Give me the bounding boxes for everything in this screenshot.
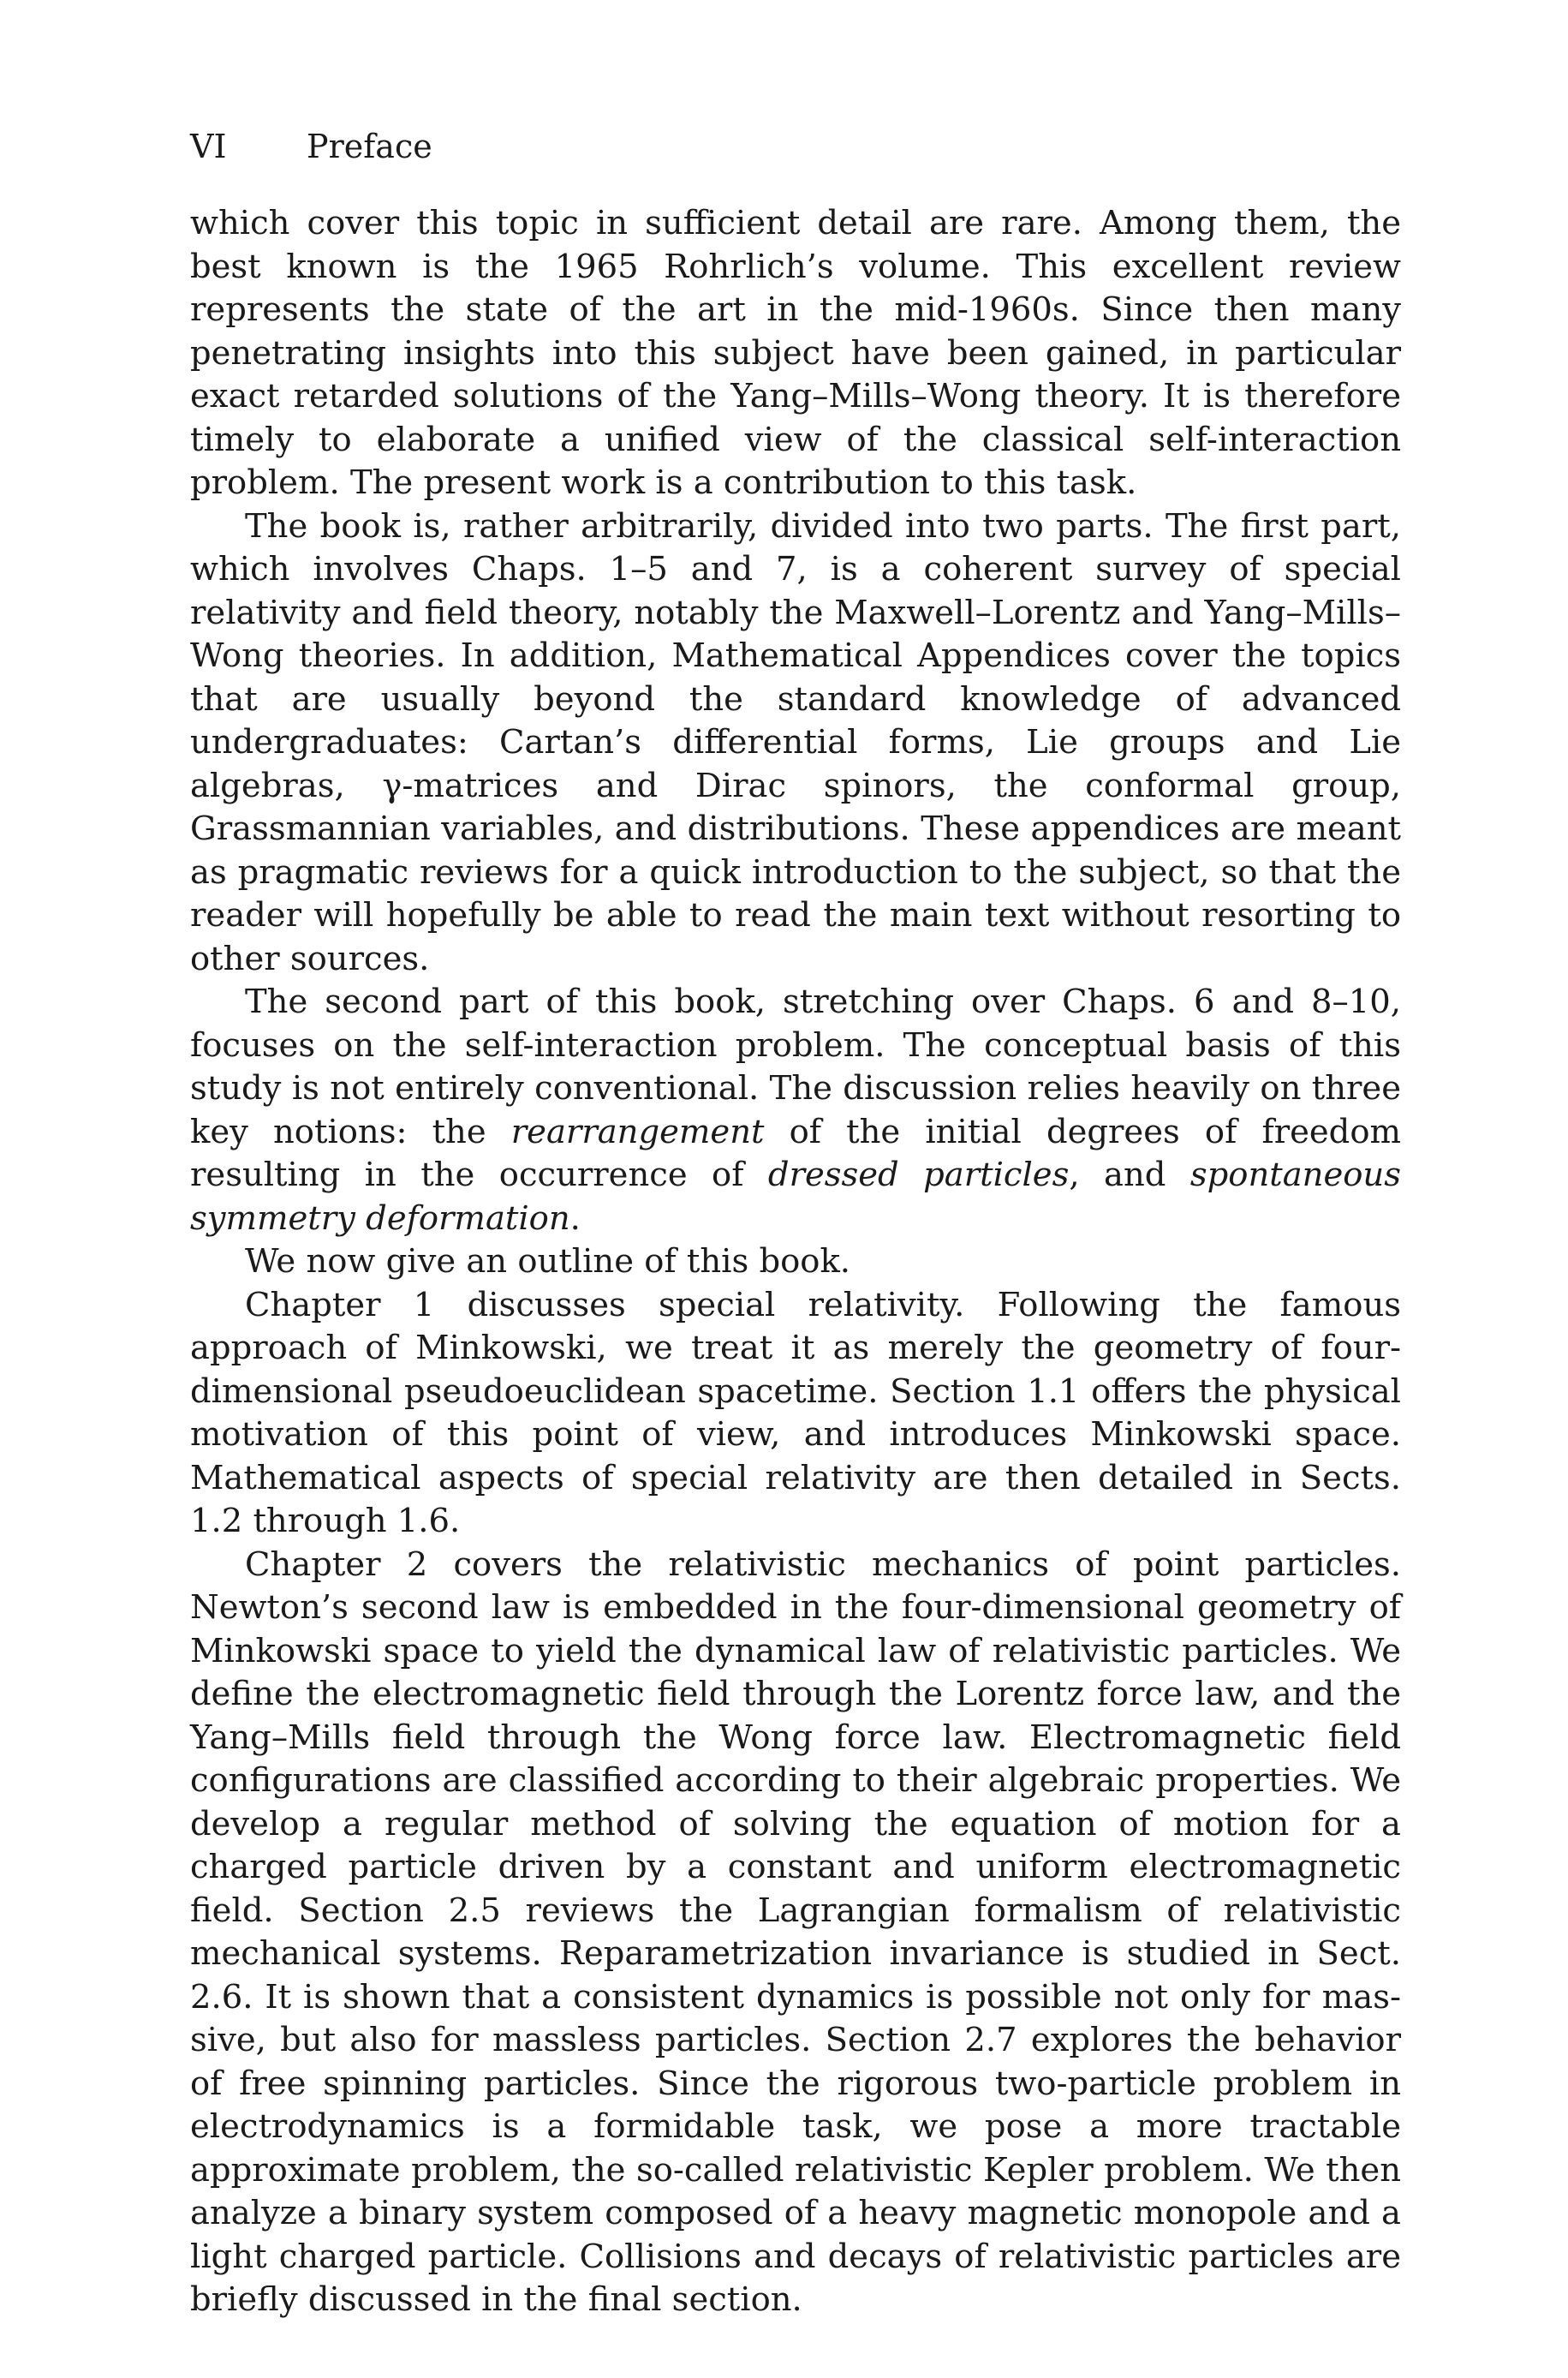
paragraph [190,505,1401,982]
text-segment: Chapter 1 discusses special relativity. Following the famous approach of Minkowski, we treat it as merely the geometry of four-dimensional pseudoeuclidean spacetime. Section 1.1 offers the physical motivation of this point of view, and introduces Minkowski space. Mathematical aspects of special relativity are then detailed in Sects. 1.2 through 1.6. [190,1285,1401,1540]
text-segment: of the initial degrees of freedom resulting in the occurrence of [190,1112,1402,1194]
paragraph [190,202,1401,505]
body-text [190,202,1401,2322]
emphasized-term: spontaneous symmetry deformation [190,1156,1401,1238]
emphasized-term: dressed particles [767,1156,1070,1194]
page-number: VI [190,128,227,165]
running-title: Preface [307,128,432,165]
emphasized-term: rearrangement [510,1112,765,1151]
paragraph [190,981,1401,1240]
text-segment: which cover this topic in sufficient detail are rare. Among them, the best known is the 1965 Rohrlich’s volume. This excellent review represents the state of the art in the mid-1960s. Since then many penetrating insights into this subject have been gained, in particular exact retarded solutions of the Yang–Mills–Wong theory. It is therefore timely to elaborate a unified view of the classical self-interaction problem. The present work is a contribution to this task. [190,204,1401,502]
page-header [190,125,432,168]
text-segment: , and [1069,1156,1190,1194]
paragraph [190,1544,1401,2322]
text-segment: Chapter 2 covers the relativistic mechanics of point particles. Newton’s second law is embedded in the four-dimensional geometry of Minkowski space to yield the dynamical law of relativistic particles. We define the electromagnetic field through the Lorentz force law, and the Yang–Mills field through the Wong force law. Electromagnetic field configurations are classified according to their algebraic properties. We develop a regular method of solving the equation of motion for a charged particle driven by a constant and uniform electromagnetic field. Section 2.5 reviews the Lagrangian formalism of relativistic mechanical systems. Reparametrization invariance is studied in Sect. 2.6. It is shown that a consistent dynamics is possible not only for massive, but also for massless particles. Section 2.7 explores the behavior of free spinning particles. Since the rigorous two-particle problem in electrodynamics is a formidable task, we pose a more tractable approximate problem, the so-called relativistic Kepler problem. We then analyze a binary system composed of a heavy magnetic monopole and a light charged particle. Collisions and decays of relativistic particles are briefly discussed in the final section. [190,1545,1401,2319]
text-segment: . [569,1198,581,1238]
text-segment: The book is, rather arbitrarily, divided into two parts. The first part, which involves Chaps. 1–5 and 7, is a coherent survey of special relativity and field theory, notably the Maxwell–Lorentz and Yang–Mills–Wong theories. In addition, Mathematical Appendices cover the topics that are usually beyond the standard knowledge of advanced undergraduates: Cartan’s differential forms, Lie groups and Lie algebras, γ-matrices and Dirac spinors, the conformal group, Grassmannian variables, and distributions. These appendices are meant as pragmatic reviews for a quick introduction to the subject, so that the reader will hopefully be able to read the main text without resorting to other sources. [190,506,1401,978]
paragraph [190,1284,1401,1544]
paragraph [190,1240,1401,1284]
text-segment: We now give an outline of this book. [245,1242,851,1281]
text-segment: The second part of this book, stretching over Chaps. 6 and 8–10, focuses on the self-interaction problem. The conceptual basis of this study is not entirely conventional. The discussion relies heavily on three key notions: the [190,983,1401,1151]
